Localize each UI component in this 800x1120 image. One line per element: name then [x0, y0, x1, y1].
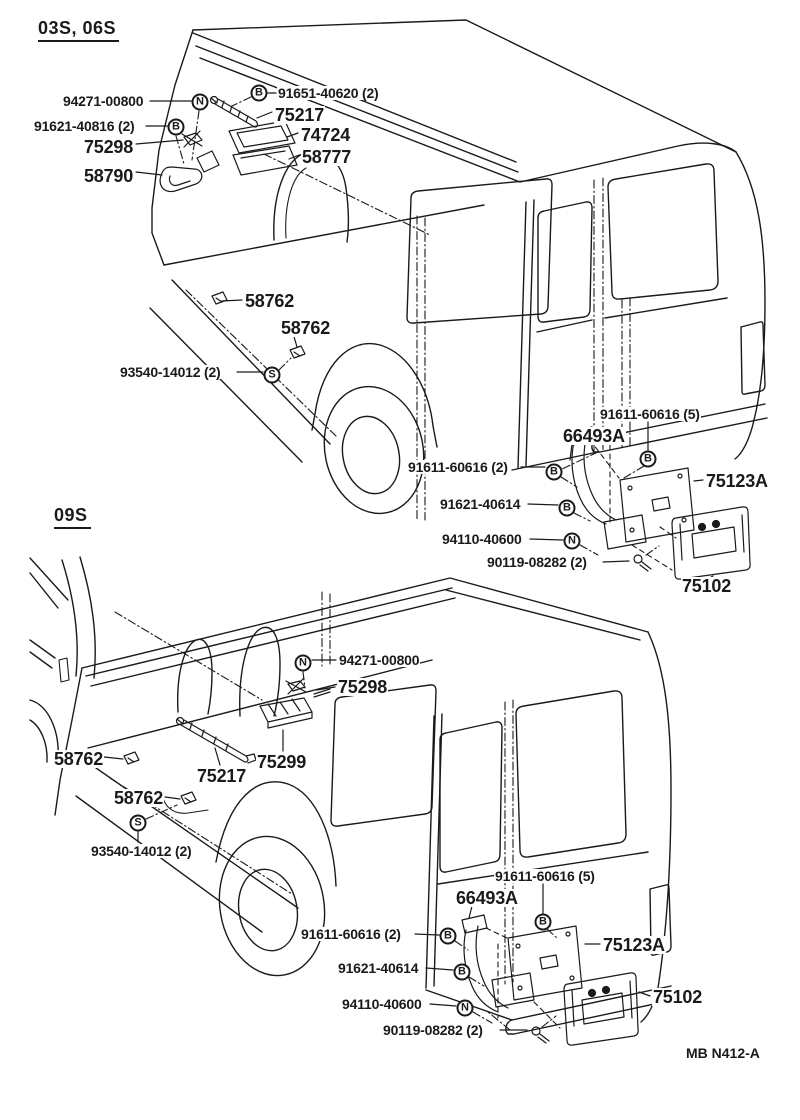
- part-number-label: 91611-60616 (5): [495, 868, 595, 884]
- figure-code: MB N412-A: [686, 1045, 760, 1061]
- part-number-label: 93540-14012 (2): [91, 843, 192, 859]
- circled-letter-marker-b: B: [251, 85, 268, 102]
- part-number-label: 75217: [275, 105, 325, 125]
- part-number-label: 66493A: [563, 426, 625, 446]
- part-number-label: 91611-60616 (2): [408, 459, 508, 475]
- part-number-label: 75123A: [603, 935, 665, 955]
- part-number-label: 94110-40600: [442, 531, 522, 547]
- circled-letter-marker-b: B: [454, 964, 471, 981]
- part-number-label: 58762: [245, 291, 295, 311]
- section-heading-bottom: 09S: [54, 506, 91, 529]
- part-number-label: 94271-00800: [339, 652, 420, 668]
- bottom-van-small-parts: [177, 678, 331, 763]
- circled-letter-marker-n: N: [295, 655, 312, 672]
- circled-letter-marker-n: N: [564, 533, 581, 550]
- circled-letter-marker-s: S: [264, 367, 281, 384]
- part-number-label: 75298: [84, 137, 134, 157]
- part-number-label: 91611-60616 (2): [301, 926, 401, 942]
- part-number-label: 58777: [302, 147, 352, 167]
- top-van-body: [150, 20, 767, 523]
- part-number-label: 75102: [682, 576, 732, 596]
- part-number-label: 91611-60616 (5): [600, 406, 700, 422]
- part-number-label: 90119-08282 (2): [383, 1022, 483, 1038]
- part-number-label: 74724: [301, 125, 351, 145]
- section-heading-top: 03S, 06S: [38, 19, 119, 42]
- part-number-label: 75299: [257, 752, 307, 772]
- part-number-label: 75298: [338, 677, 388, 697]
- part-number-label: 58762: [54, 749, 104, 769]
- part-number-label: 94110-40600: [342, 996, 422, 1012]
- circled-letter-marker-b: B: [559, 500, 576, 517]
- part-number-label: 91621-40614: [440, 496, 521, 512]
- circled-letter-marker-b: B: [440, 928, 457, 945]
- circled-letter-marker-b: B: [535, 914, 552, 931]
- circled-letter-marker-n: N: [192, 94, 209, 111]
- part-number-label: 90119-08282 (2): [487, 554, 587, 570]
- part-number-label: 91621-40816 (2): [34, 118, 135, 134]
- part-number-label: 91621-40614: [338, 960, 419, 976]
- part-number-label: 58790: [84, 166, 134, 186]
- part-number-label: 75217: [197, 766, 247, 786]
- part-number-label: 58762: [114, 788, 164, 808]
- leader-lines-solid: [104, 93, 713, 1030]
- part-number-label: 91651-40620 (2): [278, 85, 379, 101]
- part-number-label: 75123A: [706, 471, 768, 491]
- part-number-label: 66493A: [456, 888, 518, 908]
- circled-letter-marker-b: B: [168, 119, 185, 136]
- part-number-label: 75102: [653, 987, 703, 1007]
- circled-letter-marker-b: B: [546, 464, 563, 481]
- circled-letter-marker-s: S: [130, 815, 147, 832]
- part-number-label: 58762: [281, 318, 331, 338]
- circled-letter-marker-b: B: [640, 451, 657, 468]
- part-number-label: 93540-14012 (2): [120, 364, 221, 380]
- circled-letter-marker-n: N: [457, 1000, 474, 1017]
- part-number-label: 94271-00800: [63, 93, 144, 109]
